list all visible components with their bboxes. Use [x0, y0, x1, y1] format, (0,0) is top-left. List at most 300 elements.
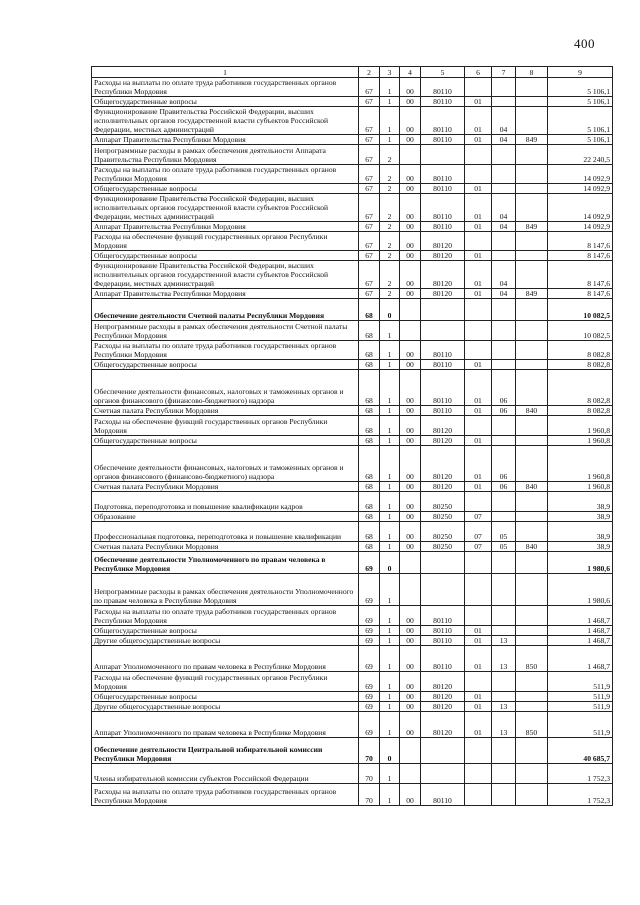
code-cell: 04 [492, 194, 516, 222]
code-cell: 1 [380, 416, 400, 436]
table-body [92, 78, 613, 806]
code-cell: 00 [400, 97, 421, 107]
code-cell [516, 416, 548, 436]
code-cell [516, 522, 548, 542]
code-cell: 80110 [421, 78, 465, 97]
code-cell: 80110 [421, 341, 465, 360]
code-cell [516, 299, 548, 321]
code-cell [516, 692, 548, 702]
amount-cell: 511,9 [548, 702, 613, 712]
code-cell [516, 702, 548, 712]
code-cell: 1 [380, 78, 400, 97]
amount-cell: 38,9 [548, 512, 613, 522]
amount-cell: 1 752,3 [548, 764, 613, 784]
code-cell: 06 [492, 370, 516, 406]
code-cell: 1 [380, 107, 400, 135]
row-name-cell: Аппарат Уполномоченного по правам человека в Республике Мордовия [92, 712, 359, 738]
code-cell: 80110 [421, 646, 465, 672]
code-cell: 01 [465, 222, 492, 232]
table-row [92, 194, 613, 222]
code-cell [516, 165, 548, 184]
amount-cell: 8 082,8 [548, 370, 613, 406]
code-cell: 04 [492, 289, 516, 299]
table-row [92, 360, 613, 370]
amount-cell: 5 106,1 [548, 78, 613, 97]
table-row [92, 321, 613, 341]
code-cell: 80110 [421, 184, 465, 194]
code-cell [421, 764, 465, 784]
code-cell [492, 78, 516, 97]
code-cell: 80120 [421, 289, 465, 299]
code-cell: 2 [380, 222, 400, 232]
code-cell: 00 [400, 712, 421, 738]
row-name-cell: Расходы на выплаты по оплате труда работников государственных органов Республики Мордовия [92, 784, 359, 806]
code-cell [516, 251, 548, 261]
code-cell: 06 [492, 482, 516, 492]
code-cell: 00 [400, 512, 421, 522]
code-cell [400, 574, 421, 606]
code-cell [400, 321, 421, 341]
column-header: 2 [359, 67, 380, 78]
code-cell: 840 [516, 542, 548, 552]
code-cell: 67 [359, 165, 380, 184]
code-cell: 68 [359, 360, 380, 370]
code-cell [492, 552, 516, 574]
code-cell: 68 [359, 482, 380, 492]
amount-cell: 8 082,8 [548, 341, 613, 360]
code-cell [492, 184, 516, 194]
code-cell: 06 [492, 446, 516, 482]
column-header: 1 [92, 67, 359, 78]
code-cell: 13 [492, 646, 516, 672]
row-name-cell: Функционирование Правительства Российской Федерации, высших исполнительных органов государственной власти субъектов Российской Федерации, местных администраций [92, 261, 359, 289]
code-cell: 00 [400, 289, 421, 299]
code-cell: 1 [380, 512, 400, 522]
amount-cell: 8 147,6 [548, 232, 613, 251]
code-cell: 2 [380, 232, 400, 251]
table-row [92, 135, 613, 145]
code-cell: 01 [465, 636, 492, 646]
code-cell: 00 [400, 165, 421, 184]
code-cell: 00 [400, 370, 421, 406]
code-cell: 00 [400, 702, 421, 712]
table-row [92, 145, 613, 165]
code-cell: 69 [359, 606, 380, 626]
row-name-cell: Общегосударственные вопросы [92, 360, 359, 370]
code-cell: 00 [400, 646, 421, 672]
code-cell: 2 [380, 289, 400, 299]
code-cell: 80110 [421, 135, 465, 145]
code-cell: 2 [380, 261, 400, 289]
table-row [92, 672, 613, 692]
code-cell: 0 [380, 738, 400, 764]
code-cell: 01 [465, 360, 492, 370]
code-cell: 80250 [421, 542, 465, 552]
row-name-cell: Расходы на выплаты по оплате труда работников государственных органов Республики Мордовия [92, 341, 359, 360]
code-cell [516, 738, 548, 764]
code-cell [516, 232, 548, 251]
row-name-cell: Обеспечение деятельности Центральной избирательной комиссии Республики Мордовия [92, 738, 359, 764]
amount-cell: 8 082,8 [548, 406, 613, 416]
code-cell [421, 299, 465, 321]
code-cell: 04 [492, 107, 516, 135]
code-cell [400, 738, 421, 764]
code-cell: 80120 [421, 692, 465, 702]
code-cell: 13 [492, 712, 516, 738]
code-cell [516, 672, 548, 692]
code-cell: 69 [359, 672, 380, 692]
row-name-cell: Счетная палата Республики Мордовия [92, 542, 359, 552]
code-cell: 05 [492, 542, 516, 552]
code-cell [421, 574, 465, 606]
code-cell: 1 [380, 370, 400, 406]
code-cell: 1 [380, 702, 400, 712]
code-cell [516, 512, 548, 522]
code-cell [516, 606, 548, 626]
code-cell [516, 145, 548, 165]
row-name-cell: Общегосударственные вопросы [92, 97, 359, 107]
code-cell: 67 [359, 251, 380, 261]
row-name-cell: Непрограммные расходы в рамках обеспечения деятельности Уполномоченного по правам человека в Республике Мордовия [92, 574, 359, 606]
code-cell: 0 [380, 552, 400, 574]
code-cell: 2 [380, 184, 400, 194]
code-cell: 01 [465, 261, 492, 289]
amount-cell: 10 082,5 [548, 299, 613, 321]
code-cell: 00 [400, 406, 421, 416]
code-cell: 80110 [421, 784, 465, 806]
code-cell: 01 [465, 712, 492, 738]
code-cell [465, 145, 492, 165]
amount-cell: 10 082,5 [548, 321, 613, 341]
row-name-cell: Обеспечение деятельности финансовых, налоговых и таможенных органов и органов финансового (финансово-бюджетного) надзора [92, 446, 359, 482]
code-cell [400, 764, 421, 784]
code-cell: 1 [380, 626, 400, 636]
amount-cell: 1 960,8 [548, 436, 613, 446]
row-name-cell: Обеспечение деятельности Уполномоченного по правам человека в Республике Мордовия [92, 552, 359, 574]
code-cell [421, 552, 465, 574]
table-row [92, 341, 613, 360]
amount-cell: 1 960,8 [548, 446, 613, 482]
code-cell: 1 [380, 321, 400, 341]
code-cell: 01 [465, 107, 492, 135]
amount-cell: 5 106,1 [548, 97, 613, 107]
code-cell: 1 [380, 542, 400, 552]
table-row [92, 626, 613, 636]
row-name-cell: Непрограммные расходы в рамках обеспечения деятельности Аппарата Правительства Республики Мордовия [92, 145, 359, 165]
table-row [92, 542, 613, 552]
code-cell: 1 [380, 360, 400, 370]
code-cell [516, 78, 548, 97]
code-cell: 01 [465, 97, 492, 107]
code-cell: 00 [400, 606, 421, 626]
code-cell: 01 [465, 289, 492, 299]
code-cell: 01 [465, 626, 492, 636]
code-cell [492, 738, 516, 764]
code-cell: 01 [465, 135, 492, 145]
row-name-cell: Другие общегосударственные вопросы [92, 636, 359, 646]
row-name-cell: Обеспечение деятельности Счетной палаты Республики Мордовия [92, 299, 359, 321]
code-cell [492, 321, 516, 341]
code-cell: 67 [359, 232, 380, 251]
code-cell [516, 261, 548, 289]
code-cell: 67 [359, 184, 380, 194]
code-cell: 1 [380, 574, 400, 606]
amount-cell: 5 106,1 [548, 107, 613, 135]
code-cell [516, 341, 548, 360]
code-cell [465, 784, 492, 806]
code-cell [492, 764, 516, 784]
code-cell [465, 606, 492, 626]
code-cell: 849 [516, 135, 548, 145]
code-cell: 1 [380, 764, 400, 784]
code-cell: 1 [380, 492, 400, 512]
amount-cell: 8 147,6 [548, 289, 613, 299]
column-header: 8 [516, 67, 548, 78]
code-cell [492, 299, 516, 321]
table-row [92, 222, 613, 232]
code-cell: 68 [359, 370, 380, 406]
code-cell: 00 [400, 492, 421, 512]
code-cell: 80120 [421, 672, 465, 692]
code-cell: 68 [359, 512, 380, 522]
row-name-cell: Другие общегосударственные вопросы [92, 702, 359, 712]
code-cell: 01 [465, 646, 492, 672]
code-cell: 1 [380, 406, 400, 416]
code-cell: 1 [380, 522, 400, 542]
code-cell [465, 764, 492, 784]
code-cell [400, 552, 421, 574]
code-cell: 68 [359, 406, 380, 416]
row-name-cell: Обеспечение деятельности финансовых, налоговых и таможенных органов и органов финансового (финансово-бюджетного) надзора [92, 370, 359, 406]
code-cell: 67 [359, 97, 380, 107]
code-cell: 80120 [421, 482, 465, 492]
code-cell: 69 [359, 636, 380, 646]
code-cell: 68 [359, 436, 380, 446]
code-cell: 70 [359, 784, 380, 806]
code-cell: 01 [465, 406, 492, 416]
code-cell [492, 145, 516, 165]
code-cell: 80250 [421, 522, 465, 542]
code-cell: 80110 [421, 107, 465, 135]
budget-table [91, 66, 613, 806]
code-cell [516, 194, 548, 222]
table-row [92, 107, 613, 135]
code-cell: 80120 [421, 702, 465, 712]
code-cell: 1 [380, 97, 400, 107]
code-cell: 80110 [421, 636, 465, 646]
row-name-cell: Расходы на обеспечение функций государственных органов Республики Мордовия [92, 232, 359, 251]
code-cell: 80110 [421, 626, 465, 636]
code-cell: 00 [400, 107, 421, 135]
code-cell: 01 [465, 370, 492, 406]
code-cell [421, 738, 465, 764]
code-cell: 67 [359, 222, 380, 232]
table-row [92, 738, 613, 764]
code-cell: 01 [465, 184, 492, 194]
code-cell: 00 [400, 482, 421, 492]
code-cell: 80120 [421, 436, 465, 446]
code-cell: 850 [516, 712, 548, 738]
code-cell: 80110 [421, 222, 465, 232]
code-cell: 01 [465, 482, 492, 492]
amount-cell: 1 960,8 [548, 482, 613, 492]
amount-cell: 1 468,7 [548, 646, 613, 672]
code-cell: 00 [400, 222, 421, 232]
code-cell: 69 [359, 646, 380, 672]
code-cell: 67 [359, 289, 380, 299]
row-name-cell: Аппарат Правительства Республики Мордовия [92, 135, 359, 145]
row-name-cell: Общегосударственные вопросы [92, 692, 359, 702]
table-row [92, 522, 613, 542]
table-row [92, 165, 613, 184]
code-cell: 68 [359, 321, 380, 341]
table-row [92, 636, 613, 646]
code-cell: 13 [492, 702, 516, 712]
amount-cell: 511,9 [548, 712, 613, 738]
amount-cell: 1 960,8 [548, 416, 613, 436]
code-cell [516, 764, 548, 784]
amount-cell: 5 106,1 [548, 135, 613, 145]
table-row [92, 702, 613, 712]
code-cell [465, 552, 492, 574]
table-row [92, 512, 613, 522]
table-row [92, 764, 613, 784]
code-cell: 67 [359, 78, 380, 97]
table-row [92, 436, 613, 446]
code-cell: 2 [380, 145, 400, 165]
code-cell: 850 [516, 646, 548, 672]
code-cell: 1 [380, 784, 400, 806]
row-name-cell: Счетная палата Республики Мордовия [92, 482, 359, 492]
code-cell: 1 [380, 482, 400, 492]
code-cell [465, 341, 492, 360]
row-name-cell: Аппарат Правительства Республики Мордовия [92, 289, 359, 299]
code-cell: 80120 [421, 232, 465, 251]
code-cell [465, 574, 492, 606]
row-name-cell: Расходы на обеспечение функций государственных органов Республики Мордовия [92, 416, 359, 436]
page-number: 400 [574, 36, 595, 51]
code-cell [492, 165, 516, 184]
code-cell [516, 97, 548, 107]
code-cell: 00 [400, 626, 421, 636]
code-cell [492, 512, 516, 522]
code-cell: 1 [380, 712, 400, 738]
table-row [92, 416, 613, 436]
row-name-cell: Общегосударственные вопросы [92, 251, 359, 261]
code-cell [516, 626, 548, 636]
code-cell [421, 145, 465, 165]
code-cell: 1 [380, 692, 400, 702]
code-cell: 00 [400, 446, 421, 482]
column-header: 6 [465, 67, 492, 78]
amount-cell: 1 980,6 [548, 552, 613, 574]
code-cell [516, 636, 548, 646]
code-cell [492, 360, 516, 370]
row-name-cell: Аппарат Правительства Республики Мордовия [92, 222, 359, 232]
code-cell [465, 416, 492, 436]
column-header: 7 [492, 67, 516, 78]
row-name-cell: Образование [92, 512, 359, 522]
row-name-cell: Аппарат Уполномоченного по правам человека в Республике Мордовия [92, 646, 359, 672]
code-cell: 2 [380, 194, 400, 222]
table-row [92, 784, 613, 806]
code-cell: 00 [400, 784, 421, 806]
code-cell: 00 [400, 135, 421, 145]
table-row [92, 574, 613, 606]
code-cell: 1 [380, 646, 400, 672]
code-cell [516, 446, 548, 482]
code-cell: 80120 [421, 712, 465, 738]
table-row [92, 232, 613, 251]
code-cell: 00 [400, 232, 421, 251]
code-cell: 69 [359, 552, 380, 574]
row-name-cell: Подготовка, переподготовка и повышение квалификации кадров [92, 492, 359, 512]
code-cell: 00 [400, 542, 421, 552]
code-cell: 2 [380, 251, 400, 261]
code-cell: 69 [359, 692, 380, 702]
amount-cell: 38,9 [548, 542, 613, 552]
code-cell: 00 [400, 194, 421, 222]
code-cell: 00 [400, 184, 421, 194]
row-name-cell: Функционирование Правительства Российской Федерации, высших исполнительных органов государственной власти субъектов Российской Федерации, местных администраций [92, 107, 359, 135]
code-cell: 06 [492, 406, 516, 416]
code-cell: 849 [516, 222, 548, 232]
code-cell: 04 [492, 261, 516, 289]
code-cell [492, 416, 516, 436]
code-cell [400, 145, 421, 165]
code-cell: 00 [400, 522, 421, 542]
amount-cell: 14 092,9 [548, 194, 613, 222]
code-cell [492, 251, 516, 261]
code-cell [465, 165, 492, 184]
code-cell: 67 [359, 194, 380, 222]
table-row [92, 712, 613, 738]
code-cell: 01 [465, 702, 492, 712]
code-cell: 70 [359, 738, 380, 764]
code-cell [465, 672, 492, 692]
code-cell: 00 [400, 672, 421, 692]
code-cell: 68 [359, 446, 380, 482]
code-cell: 68 [359, 299, 380, 321]
code-cell: 69 [359, 712, 380, 738]
code-cell: 00 [400, 416, 421, 436]
table-row [92, 552, 613, 574]
table-row [92, 299, 613, 321]
code-cell: 00 [400, 360, 421, 370]
code-cell: 01 [465, 194, 492, 222]
row-name-cell: Функционирование Правительства Российской Федерации, высших исполнительных органов государственной власти субъектов Российской Федерации, местных администраций [92, 194, 359, 222]
table-row [92, 261, 613, 289]
table-row [92, 446, 613, 482]
code-cell: 80110 [421, 165, 465, 184]
code-cell: 80110 [421, 194, 465, 222]
row-name-cell: Расходы на выплаты по оплате труда работников государственных органов Республики Мордовия [92, 78, 359, 97]
code-cell [516, 552, 548, 574]
column-header: 9 [548, 67, 613, 78]
code-cell: 1 [380, 436, 400, 446]
table-row [92, 370, 613, 406]
code-cell: 80120 [421, 416, 465, 436]
code-cell [516, 184, 548, 194]
code-cell: 80120 [421, 446, 465, 482]
code-cell: 01 [465, 436, 492, 446]
code-cell [492, 574, 516, 606]
code-cell: 68 [359, 492, 380, 512]
table-row [92, 184, 613, 194]
code-cell: 69 [359, 574, 380, 606]
code-cell: 00 [400, 261, 421, 289]
row-name-cell: Счетная палата Республики Мордовия [92, 406, 359, 416]
